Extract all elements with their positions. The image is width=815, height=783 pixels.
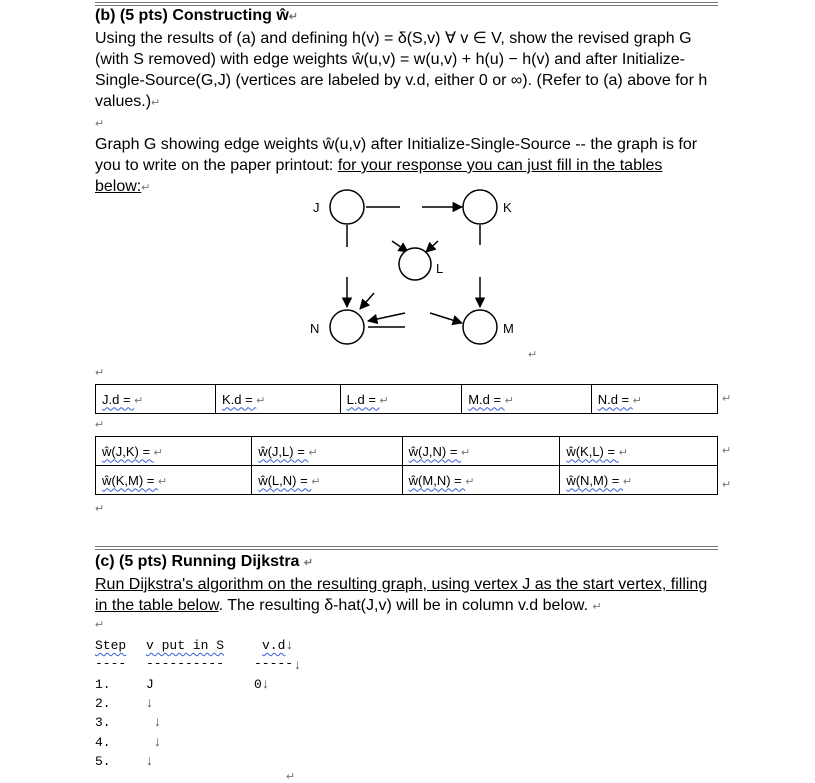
label-n: N [310,321,320,336]
cell-w-ln[interactable]: ŵ(L,N) = ↵ [252,466,402,495]
line-break-mark: ↓ [286,636,293,652]
graph-caption: Graph G showing edge weights ŵ(u,v) after Initialize-Single-Source -- the graph is for you to write on the paper printout: for your response you can just fill in the tables below:↵ [95,136,698,195]
row-vd[interactable]: 0 [254,677,262,692]
line-break-mark: ↓ [294,656,301,672]
edge-weight-table [95,436,718,495]
node-j [330,190,364,224]
edge-m-n [368,313,405,321]
cell-w-mn[interactable]: ŵ(M,N) = ↵ [402,466,560,495]
edge-k-l [426,241,438,252]
label-j: J [313,200,320,215]
cell-k-d[interactable]: K.d = ↵ [215,385,340,414]
top-rule-2 [95,5,718,6]
cell-w-nm[interactable]: ŵ(N,M) = ↵ [560,466,718,495]
pilcrow: ↵ [528,349,538,361]
line-break-mark: ↓ [146,752,153,768]
graph-diagram [300,185,540,350]
label-l: L [436,261,444,276]
edge-n-m [430,313,462,323]
pilcrow: ↵ [95,503,105,515]
pilcrow: ↵ [95,367,105,379]
node-m [463,310,497,344]
cell-l-d[interactable]: L.d = ↵ [340,385,462,414]
section-rule-2 [95,549,718,550]
pilcrow: ↵ [722,445,732,457]
cell-w-jn[interactable]: ŵ(J,N) = ↵ [402,437,560,466]
node-k [463,190,497,224]
row-step: 1. [95,677,111,692]
node-n [330,310,364,344]
part-b-paragraph: Using the results of (a) and defining h(v) = δ(S,v) ∀ v ∈ V, show the revised graph G (with S removed) with edge weights ŵ(u,v) = w(u,v) + h(u) − h(v) and after Initialize- Single-Source(G,J) (vertices are labeled by v.d, either 0 or ∞). (Refer to (a) above for h values.)↵ [95,30,708,110]
row-step: 4. [95,735,111,750]
dash-put: ---------- [146,656,225,671]
pilcrow: ↵ [722,479,732,491]
pilcrow: ↵ [722,393,732,405]
cell-m-d[interactable]: M.d = ↵ [462,385,592,414]
pilcrow: ↵ [286,771,296,783]
edge-l-n [360,293,374,309]
dash-vd: ----- [254,656,294,671]
top-rule [95,2,718,3]
header-step: Step [95,638,127,653]
part-c-heading: (c) (5 pts) Running Dijkstra ↵ [95,553,314,570]
row-step: 5. [95,754,111,769]
part-c-paragraph: Run Dijkstra's algorithm on the resulting graph, using vertex J as the start vertex, filling in the table below. The resulting δ-hat(J,v) will be in column v.d below. ↵ [95,576,708,614]
header-vd: v.d [262,638,286,653]
line-break-mark: ↓ [154,713,161,729]
cell-w-jk[interactable]: ŵ(J,K) = ↵ [96,437,252,466]
part-b-heading: (b) (5 pts) Constructing ŵ↵ [95,7,298,24]
label-m: M [503,321,514,336]
row-step: 2. [95,696,111,711]
line-break-mark: ↓ [262,675,269,691]
cell-n-d[interactable]: N.d = ↵ [591,385,717,414]
vertex-d-table [95,384,718,414]
header-put-in-s: v put in S [146,638,225,653]
pilcrow: ↵ [95,118,105,130]
cell-j-d[interactable]: J.d = ↵ [96,385,216,414]
label-k: K [503,200,512,215]
row-step: 3. [95,715,111,730]
line-break-mark: ↓ [146,694,153,710]
cell-w-jl[interactable]: ŵ(J,L) = ↵ [252,437,402,466]
cell-w-kl[interactable]: ŵ(K,L) = ↵ [560,437,718,466]
pilcrow: ↵ [95,419,105,431]
row-put[interactable]: J [146,677,154,692]
line-break-mark: ↓ [154,733,161,749]
dash-step: ---- [95,656,127,671]
pilcrow: ↵ [95,619,105,631]
node-l [399,248,431,280]
cell-w-km[interactable]: ŵ(K,M) = ↵ [96,466,252,495]
section-rule [95,546,718,547]
